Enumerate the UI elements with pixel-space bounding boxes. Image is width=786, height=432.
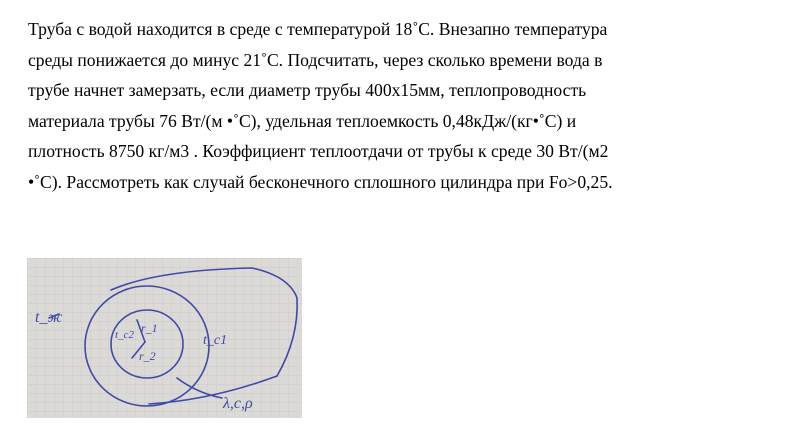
pipe-sketch-photo — [27, 258, 302, 418]
problem-text — [28, 14, 773, 198]
problem-line-3: трубе начнет замерзать, если диаметр трубы 400х15мм, теплопроводность — [28, 80, 587, 101]
problem-line-5: плотность 8750 кг/м3 . Коэффициент теплоотдачи от трубы к среде 30 Вт/(м2 — [28, 141, 609, 162]
label-r1: r_1 — [141, 321, 158, 335]
label-properties: λ,c,ρ — [223, 395, 253, 412]
problem-line-1: Труба с водой находится в среде с температурой 18˚С. Внезапно температура — [28, 19, 608, 39]
label-outer-wall: t_c1 — [203, 333, 228, 348]
pipe-sketch-drawing — [27, 258, 302, 418]
label-ambient: t_ж — [35, 309, 63, 326]
grid-paper — [27, 258, 302, 418]
label-inner-wall: t_c2 — [115, 329, 134, 341]
problem-line-2: среды понижается до минус 21˚С. Подсчитать, через сколько времени вода в — [28, 49, 603, 70]
label-r2: r_2 — [139, 349, 156, 363]
problem-line-6: •˚С). Рассмотреть как случай бесконечного сплошного цилиндра при Fo>0,25. — [28, 171, 613, 192]
problem-line-4: материала трубы 76 Вт/(м •˚С), удельная теплоемкость 0,48кДж/(кг•˚С) и — [28, 110, 577, 131]
